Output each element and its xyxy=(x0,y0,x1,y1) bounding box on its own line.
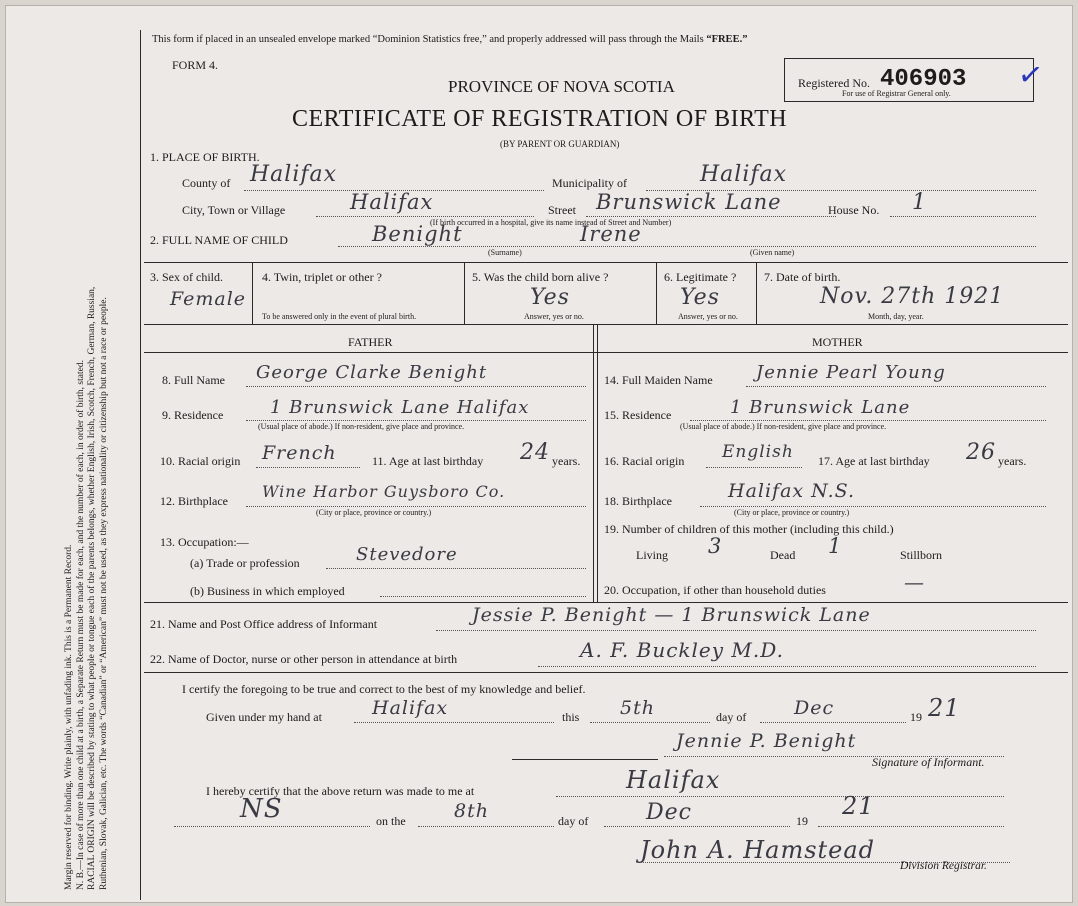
child-name-label: 2. FULL NAME OF CHILD xyxy=(150,233,288,247)
certify-statement: I certify the foregoing to be true and correct to the best of my knowledge and belief. xyxy=(182,682,586,696)
living-label: Living xyxy=(636,548,668,562)
house-value: 1 xyxy=(912,190,927,215)
father-residence-line xyxy=(246,420,586,421)
mother-birthplace: Halifax N.S. xyxy=(728,480,855,502)
rule xyxy=(756,262,757,324)
hospital-note: (If birth occurred in a hospital, give its name instead of Street and Number) xyxy=(430,218,672,227)
alive-label: 5. Was the child born alive ? xyxy=(472,270,609,284)
house-line xyxy=(890,216,1036,217)
mother-racial-label: 16. Racial origin xyxy=(604,454,685,468)
rule xyxy=(144,324,1068,325)
day-of-label: day of xyxy=(716,710,747,724)
father-birthplace-note: (City or place, province or country.) xyxy=(316,508,432,517)
margin-instructions xyxy=(64,30,110,890)
registration-place-2-line xyxy=(174,826,370,827)
registration-place-line xyxy=(556,796,1004,797)
informant-label: 21. Name and Post Office address of Informant xyxy=(150,617,378,631)
doctor-value: A. F. Buckley M.D. xyxy=(580,638,784,662)
form-number: FORM 4. xyxy=(172,58,219,72)
legitimate-label: 6. Legitimate ? xyxy=(664,270,737,284)
division-registrar-label: Division Registrar. xyxy=(900,860,987,872)
certificate-title: CERTIFICATE OF REGISTRATION OF BIRTH xyxy=(292,106,788,132)
doctor-line xyxy=(538,666,1036,667)
registrar-signature: John A. Hamstead xyxy=(640,836,876,864)
year-prefix-2: 19 xyxy=(796,814,808,828)
municipality-label: Municipality of xyxy=(552,176,627,190)
doctor-label: 22. Name of Doctor, nurse or other person in attendance at birth xyxy=(150,652,458,666)
rule xyxy=(597,324,598,602)
mother-name-line xyxy=(746,386,1046,387)
father-birthplace-label: 12. Birthplace xyxy=(160,494,228,508)
margin-line-4: Ruthenian, Slovak, Galician, etc. The words “Canadian” or “American” must not be used, as they express nationality or citizenship but not a race or people. xyxy=(98,297,109,890)
trade-label: (a) Trade or profession xyxy=(190,556,300,570)
city-label: City, Town or Village xyxy=(182,203,286,217)
sex-value: Female xyxy=(170,288,247,310)
informant-line xyxy=(436,630,1036,631)
rule xyxy=(656,262,657,324)
binding-margin-line xyxy=(140,30,141,900)
mother-occupation: — xyxy=(904,570,925,594)
dob-value: Nov. 27th 1921 xyxy=(820,284,1005,309)
margin-line-1: Margin reserved for binding. Write plainly, with unfading ink. This is a Permanent Record. xyxy=(64,544,74,890)
mother-birthplace-note: (City or place, province or country.) xyxy=(734,508,850,517)
on-the-label: on the xyxy=(376,814,406,828)
given-month: Dec xyxy=(794,697,835,719)
registered-number: 406903 xyxy=(880,66,967,93)
twin-label: 4. Twin, triplet or other ? xyxy=(262,270,382,284)
street-value: Brunswick Lane xyxy=(596,190,782,214)
alive-value: Yes xyxy=(530,285,570,310)
rule xyxy=(144,602,1068,603)
mother-name: Jennie Pearl Young xyxy=(756,362,946,383)
father-years: years. xyxy=(552,454,581,468)
rule xyxy=(144,262,1068,263)
check-mark-icon: ✓ xyxy=(1015,56,1046,95)
given-month-line xyxy=(760,722,906,723)
father-birthplace: Wine Harbor Guysboro Co. xyxy=(262,482,506,501)
registration-month-line xyxy=(604,826,790,827)
dob-label: 7. Date of birth. xyxy=(764,270,841,284)
registration-year: 21 xyxy=(842,792,875,820)
given-day-line xyxy=(590,722,710,723)
mother-name-label: 14. Full Maiden Name xyxy=(604,373,713,387)
dead-label: Dead xyxy=(770,548,796,562)
given-place-line xyxy=(354,722,554,723)
this-label: this xyxy=(562,710,580,724)
father-occupation-label: 13. Occupation:— xyxy=(160,535,249,549)
registrar-note: For use of Registrar General only. xyxy=(842,89,951,98)
mother-heading: MOTHER xyxy=(812,335,863,349)
trade-value: Stevedore xyxy=(356,544,458,565)
informant-value: Jessie P. Benight — 1 Brunswick Lane xyxy=(472,604,871,626)
father-birthplace-line xyxy=(246,506,586,507)
registered-label: Registered No. xyxy=(798,76,870,90)
father-name: George Clarke Benight xyxy=(256,362,488,383)
mail-note-free: “FREE.” xyxy=(706,34,748,45)
signature-of-informant-label: Signature of Informant. xyxy=(872,755,985,769)
house-label: House No. xyxy=(828,203,880,217)
business-label: (b) Business in which employed xyxy=(190,584,345,598)
father-racial-label: 10. Racial origin xyxy=(160,454,241,468)
alive-note: Answer, yes or no. xyxy=(524,312,584,321)
given-day: 5th xyxy=(620,697,655,719)
living-value: 3 xyxy=(708,534,723,558)
mother-age-label: 17. Age at last birthday xyxy=(818,454,930,468)
city-line xyxy=(316,216,534,217)
given-year: 21 xyxy=(928,694,961,722)
given-name-note: (Given name) xyxy=(750,248,795,257)
father-residence: 1 Brunswick Lane Halifax xyxy=(270,397,530,418)
street-line xyxy=(586,216,836,217)
rule xyxy=(464,262,465,324)
mother-age: 26 xyxy=(966,440,996,465)
place-of-birth-label: 1. PLACE OF BIRTH. xyxy=(150,150,260,164)
margin-line-2: N. B.—In case of more than one child at a birth, a Separate Return must be made for each, and the number of each, in order of birth, stated. xyxy=(75,360,86,890)
rule xyxy=(252,262,253,324)
legitimate-note: Answer, yes or no. xyxy=(678,312,738,321)
registration-month: Dec xyxy=(646,800,692,825)
sex-label: 3. Sex of child. xyxy=(150,270,223,284)
street-label: Street xyxy=(548,203,576,217)
county-value: Halifax xyxy=(250,162,338,187)
registration-day: 8th xyxy=(454,800,489,822)
child-surname: Benight xyxy=(372,222,463,246)
city-value: Halifax xyxy=(350,190,434,214)
registration-place-2: NS xyxy=(240,794,283,824)
year-prefix: 19 xyxy=(910,710,922,724)
twin-note: To be answered only in the event of plural birth. xyxy=(262,312,417,321)
mother-residence-line xyxy=(690,420,1046,421)
given-place: Halifax xyxy=(372,697,449,719)
rule xyxy=(144,672,1068,673)
rule xyxy=(593,324,594,602)
county-label: County of xyxy=(182,176,231,190)
mother-racial-line xyxy=(706,467,802,468)
mother-birthplace-label: 18. Birthplace xyxy=(604,494,672,508)
father-name-line xyxy=(246,386,586,387)
registration-year-line xyxy=(818,826,1004,827)
mail-note xyxy=(152,34,747,45)
dead-value: 1 xyxy=(828,534,843,558)
father-name-label: 8. Full Name xyxy=(162,373,225,387)
informant-signature: Jennie P. Benight xyxy=(676,730,857,752)
mother-residence-label: 15. Residence xyxy=(604,408,672,422)
rule xyxy=(144,352,1068,353)
father-residence-note: (Usual place of abode.) If non-resident, give place and province. xyxy=(258,422,465,431)
surname-note: (Surname) xyxy=(488,248,522,257)
mother-occupation-label: 20. Occupation, if other than household duties xyxy=(604,583,826,597)
business-line xyxy=(380,596,586,597)
father-residence-label: 9. Residence xyxy=(162,408,224,422)
province-heading: PROVINCE OF NOVA SCOTIA xyxy=(448,77,675,96)
child-name-line xyxy=(338,246,1036,247)
margin-line-3: RACIAL ORIGIN will be described by stating to what people or tongue each of the parents belongs, whether English, Irish, Scotch, French, German, Russian, xyxy=(87,286,97,890)
rule xyxy=(512,759,658,760)
father-age: 24 xyxy=(520,440,550,465)
mother-years: years. xyxy=(998,454,1027,468)
mail-note-text: This form if placed in an unsealed envelope marked “Dominion Statistics free,” and properly addressed will pass through the Mails xyxy=(152,34,704,45)
father-racial-line xyxy=(256,467,360,468)
mother-residence: 1 Brunswick Lane xyxy=(730,397,911,418)
stillborn-label: Stillborn xyxy=(900,548,943,562)
certificate-subtitle: (BY PARENT OR GUARDIAN) xyxy=(500,139,620,149)
day-of-label-2: day of xyxy=(558,814,589,828)
father-age-label: 11. Age at last birthday xyxy=(372,454,484,468)
municipality-value: Halifax xyxy=(700,162,788,187)
legitimate-value: Yes xyxy=(680,285,720,310)
mother-racial: English xyxy=(722,442,794,462)
trade-line xyxy=(326,568,586,569)
registration-day-line xyxy=(418,826,554,827)
dob-note: Month, day, year. xyxy=(868,312,924,321)
mother-birthplace-line xyxy=(700,506,1046,507)
mother-residence-note: (Usual place of abode.) If non-resident, give place and province. xyxy=(680,422,887,431)
registration-place: Halifax xyxy=(626,766,721,794)
father-racial: French xyxy=(262,442,337,464)
father-heading: FATHER xyxy=(348,335,393,349)
given-under-label: Given under my hand at xyxy=(206,710,322,724)
registrar-certify: I hereby certify that the above return was made to me at xyxy=(206,784,475,798)
children-label: 19. Number of children of this mother (including this child.) xyxy=(604,522,894,536)
child-given-name: Irene xyxy=(580,222,642,246)
